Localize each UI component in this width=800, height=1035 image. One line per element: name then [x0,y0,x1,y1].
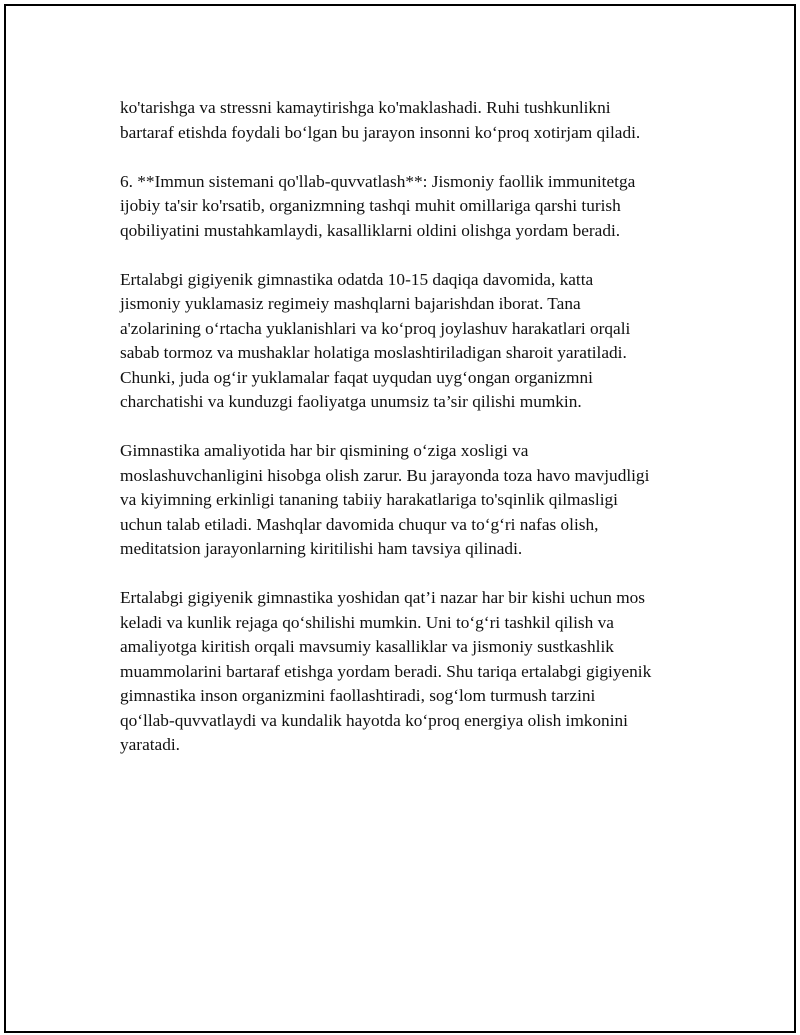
text-line: jismoniy yuklamasiz regimeiy mashqlarni bajarishdan iborat. Tana [120,294,581,313]
text-line: Ertalabgi gigiyenik gimnastika odatda 10-15 daqiqa davomida, katta [120,269,594,289]
document-body [120,96,710,782]
text-line: gimnastika inson organizmini faollashtiradi, sog‘lom turmush tarzini [120,686,596,705]
text-line: moslashuvchanligini hisobga olish zarur. Bu jarayonda toza havo mavjudligi [120,465,650,485]
text-line: muammolarini bartaraf etishga yordam beradi. Shu tariqa ertalabgi gigiyenik [120,661,652,681]
text-line: sabab tormoz va mushaklar holatiga moslashtiriladigan sharoit yaratiladi. [120,343,627,362]
paragraph-2 [120,170,710,244]
text-line: charchatishi va kunduzgi faoliyatga unumsiz ta’sir qilishi mumkin. [120,392,582,411]
text-line: ko'tarishga va stressni kamaytirishga ko'maklashadi. Ruhi tushkunlikni [120,98,611,117]
text-line: meditatsion jarayonlarning kiritilishi ham tavsiya qilinadi. [120,539,523,558]
text-line: ijobiy ta'sir ko'rsatib, organizmning tashqi muhit omillariga qarshi turish [120,196,621,215]
text-line: va kiyimning erkinligi tananing tabiiy harakatlariga to'sqinlik qilmasligi [120,490,618,509]
page-frame [4,4,796,1033]
text-line: Chunki, juda og‘ir yuklamalar faqat uyqudan uyg‘ongan organizmni [120,367,593,387]
paragraph-5 [120,586,710,758]
text-line: qobiliyatini mustahkamlaydi, kasalliklarni oldini olishga yordam beradi. [120,220,621,240]
paragraph-1 [120,96,710,145]
text-line: 6. **Immun sistemani qo'llab-quvvatlash**: Jismoniy faollik immunitetga [120,171,636,191]
text-line: Gimnastika amaliyotida har bir qismining o‘ziga xosligi va [120,441,529,460]
text-line: amaliyotga kiritish orqali mavsumiy kasalliklar va jismoniy sustkashlik [120,637,614,656]
text-line: bartaraf etishda foydali bo‘lgan bu jarayon insonni ko‘proq xotirjam qiladi. [120,122,641,142]
paragraph-4 [120,439,710,562]
paragraph-3 [120,268,710,415]
text-line: a'zolarining o‘rtacha yuklanishlari va ko‘proq joylashuv harakatlari orqali [120,318,631,338]
text-line: qo‘llab-quvvatlaydi va kundalik hayotda ko‘proq energiya olish imkonini [120,710,628,730]
text-line: Ertalabgi gigiyenik gimnastika yoshidan qat’i nazar har bir kishi uchun mos [120,588,646,607]
text-line: uchun talab etiladi. Mashqlar davomida chuqur va to‘g‘ri nafas olish, [120,514,599,534]
text-line: yaratadi. [120,735,180,754]
text-line: keladi va kunlik rejaga qo‘shilishi mumkin. Uni to‘g‘ri tashkil qilish va [120,612,614,632]
